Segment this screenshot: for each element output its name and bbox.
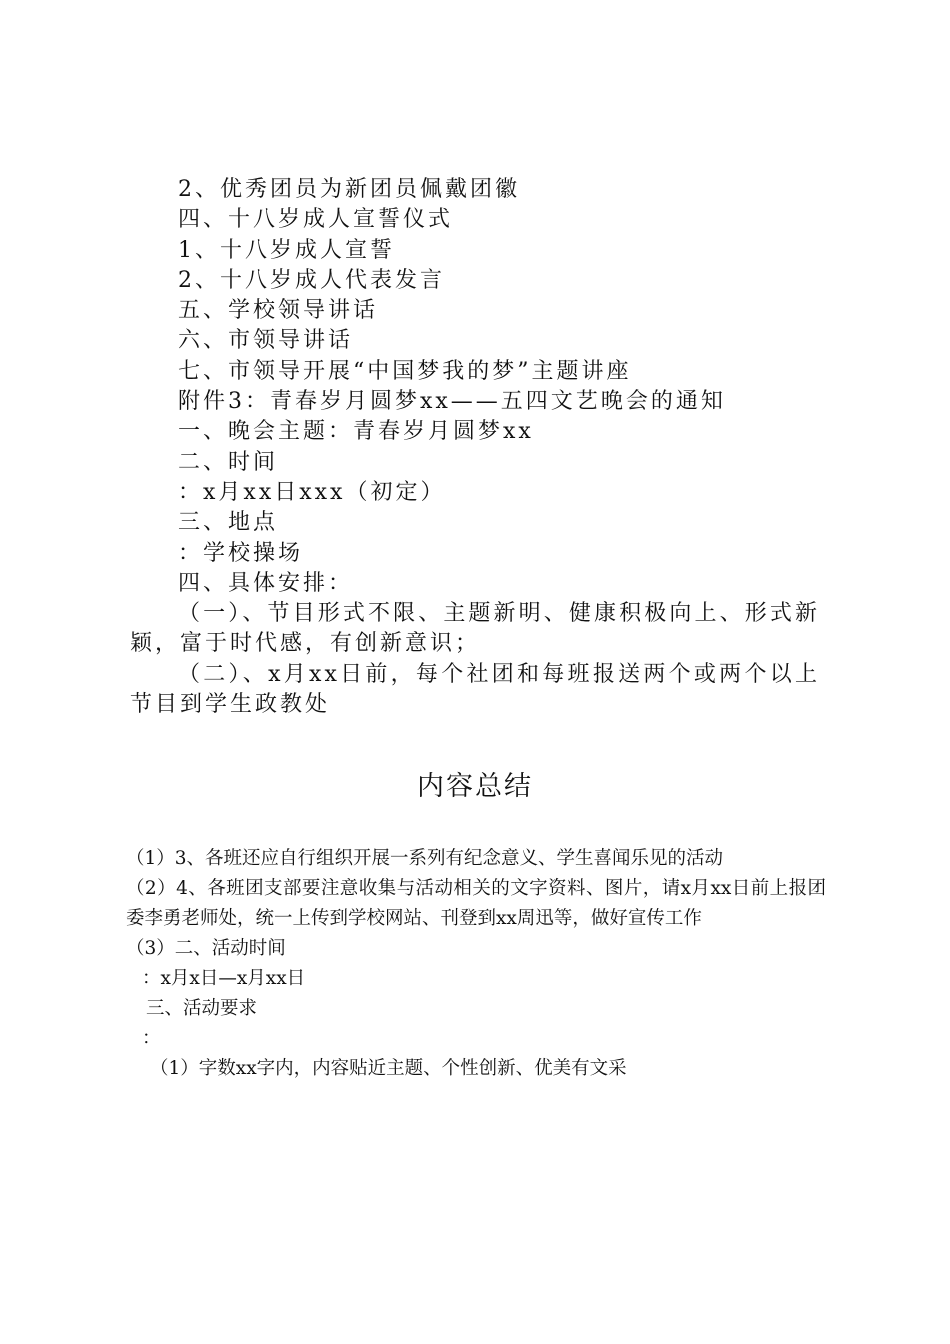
summary-title: 内容总结 <box>417 771 533 802</box>
body-paragraph: （一）、节目形式不限、主题新明、健康积极向上、形式新颖，富于时代感，有创新意识； <box>130 601 820 657</box>
document-body <box>130 175 820 720</box>
summary-item: （1）字数xx字内，内容贴近主题、个性创新、优美有文采 <box>150 1058 627 1079</box>
body-line: 2、优秀团员为新团员佩戴团徽 <box>178 177 520 202</box>
body-line: ：学校操场 <box>178 540 304 566</box>
summary-item: （2）4、各班团支部要注意收集与活动相关的文字资料、图片，请x月xx日前上报团委李勇老师处，统一上传到学校网站、刊登到xx周迅等，做好宣传工作 <box>126 878 826 929</box>
summary-item: （1）3、各班还应自行组织开展一系列有纪念意义、学生喜闻乐见的活动 <box>126 848 724 869</box>
body-line: 附件3：青春岁月圆梦xx——五四文艺晚会的通知 <box>178 389 726 415</box>
body-line: 一、晚会主题：青春岁月圆梦xx <box>178 419 534 445</box>
body-line: ：x月xx日xxx（初定） <box>178 479 446 505</box>
body-paragraph: （二）、x月xx日前，每个社团和每班报送两个或两个以上节目到学生政教处 <box>130 661 820 718</box>
body-line: 1、十八岁成人宣誓 <box>178 237 395 263</box>
body-line: 五、学校领导讲话 <box>178 298 379 324</box>
body-line: 2、十八岁成人代表发言 <box>178 267 445 293</box>
summary-item: （3）二、活动时间 <box>126 938 286 959</box>
body-line: 七、市领导开展“中国梦我的梦”主题讲座 <box>178 358 632 384</box>
body-line: 四、具体安排： <box>178 570 354 596</box>
body-line: 六、市领导讲话 <box>178 328 354 354</box>
summary-section <box>126 844 826 1084</box>
summary-item: 三、活动要求 <box>146 998 258 1019</box>
body-line: 三、地点 <box>178 510 279 536</box>
summary-item: ： <box>142 1028 161 1049</box>
body-line: 二、时间 <box>178 449 279 475</box>
summary-item: ：x月x日—x月xx日 <box>142 968 306 989</box>
body-line: 四、十八岁成人宣誓仪式 <box>178 207 454 233</box>
